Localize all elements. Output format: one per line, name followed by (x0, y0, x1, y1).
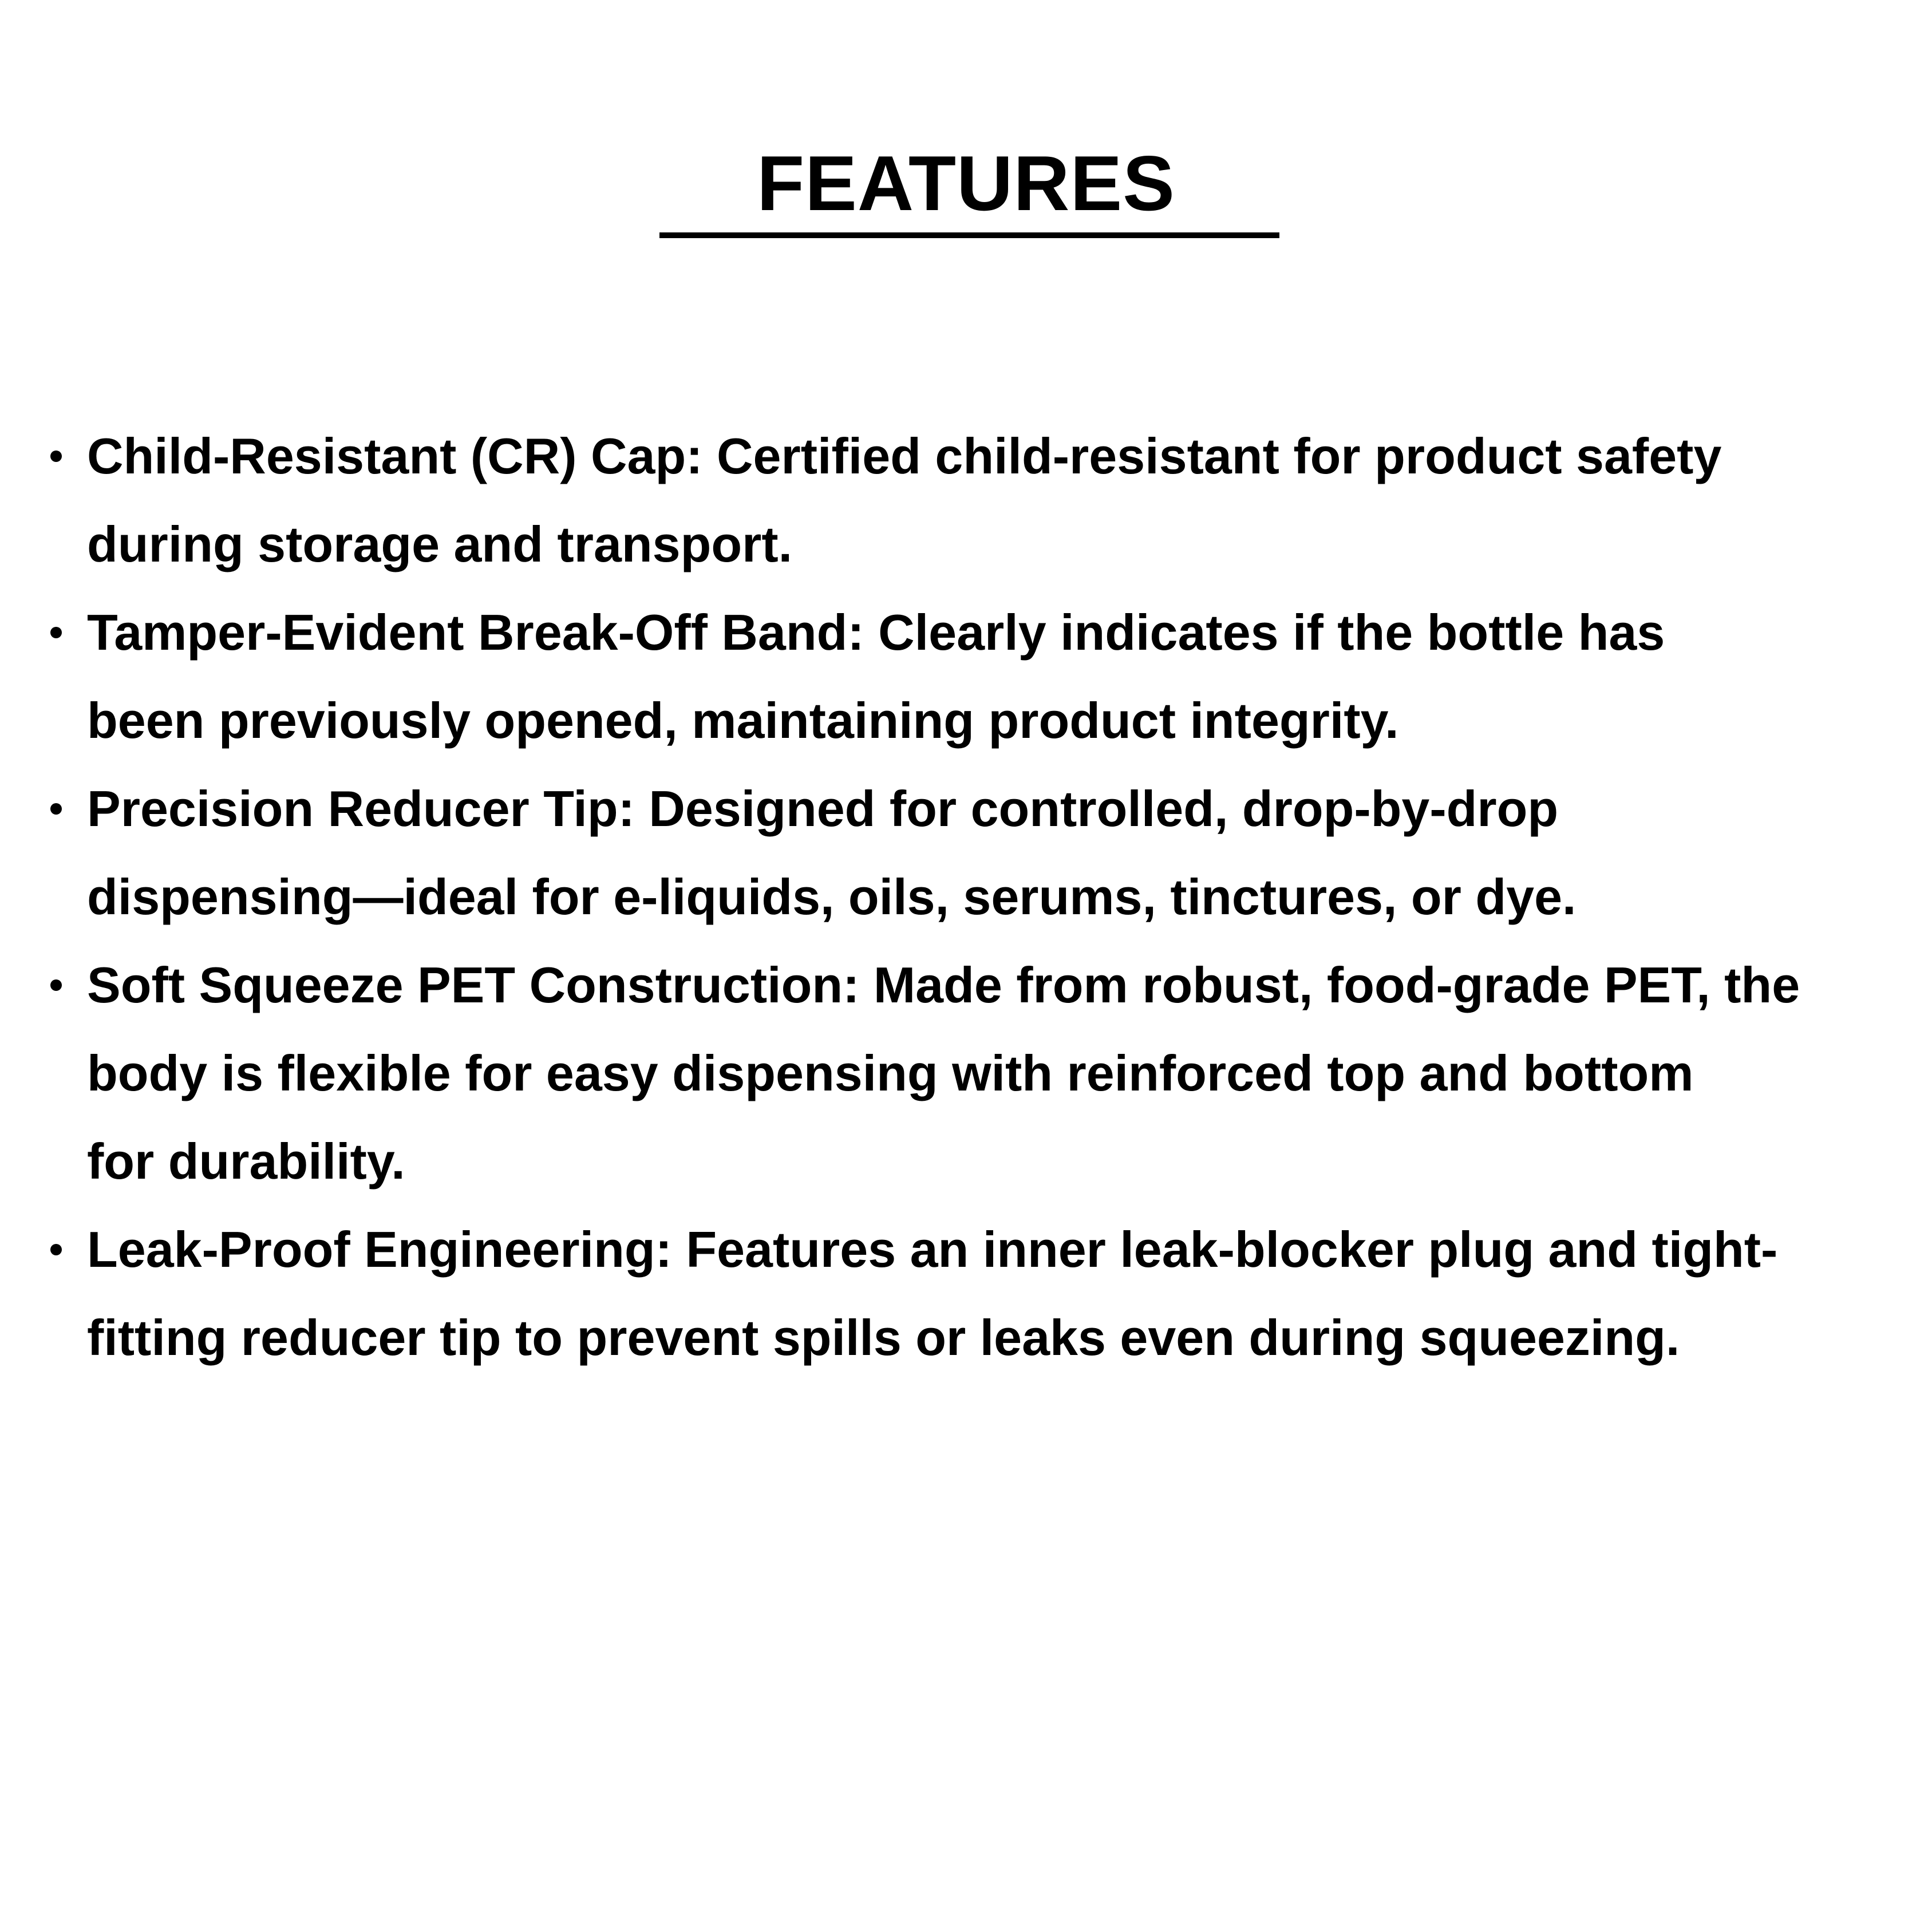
bullet-icon (50, 979, 62, 991)
feature-text-line: Leak-Proof Engineering: Features an inner leak-blocker plug and tight- (87, 1221, 1778, 1278)
bullet-icon (50, 451, 62, 462)
feature-text-line: Child-Resistant (CR) Cap: Certified child-resistant for product safety (87, 428, 1722, 484)
feature-item-child-resistant-cap (0, 412, 1932, 588)
feature-text-line: Soft Squeeze PET Construction: Made from robust, food-grade PET, the (87, 957, 1800, 1013)
feature-text-line: Tamper-Evident Break-Off Band: Clearly indicates if the bottle has (87, 604, 1665, 661)
feature-item-precision-reducer-tip (0, 765, 1932, 941)
feature-text-line: Precision Reducer Tip: Designed for controlled, drop-by-drop (87, 780, 1559, 837)
page-title: FEATURES (757, 140, 1175, 227)
feature-text-line: been previously opened, maintaining product integrity. (87, 692, 1399, 749)
bullet-icon (50, 1244, 62, 1255)
feature-text-line: during storage and transport. (87, 516, 793, 572)
feature-text-line: dispensing—ideal for e-liquids, oils, serums, tinctures, or dye. (87, 868, 1577, 925)
feature-item-leak-proof-engineering (0, 1206, 1932, 1382)
feature-item-tamper-evident-band (0, 588, 1932, 765)
features-list (0, 412, 1932, 1382)
feature-item-soft-squeeze-pet (0, 941, 1932, 1206)
feature-text-line: for durability. (87, 1133, 405, 1190)
title-underline (659, 232, 1279, 238)
bullet-icon (50, 627, 62, 638)
bullet-icon (50, 803, 62, 815)
feature-text-line: fitting reducer tip to prevent spills or leaks even during squeezing. (87, 1309, 1680, 1366)
feature-text-line: body is flexible for easy dispensing with reinforced top and bottom (87, 1045, 1694, 1101)
